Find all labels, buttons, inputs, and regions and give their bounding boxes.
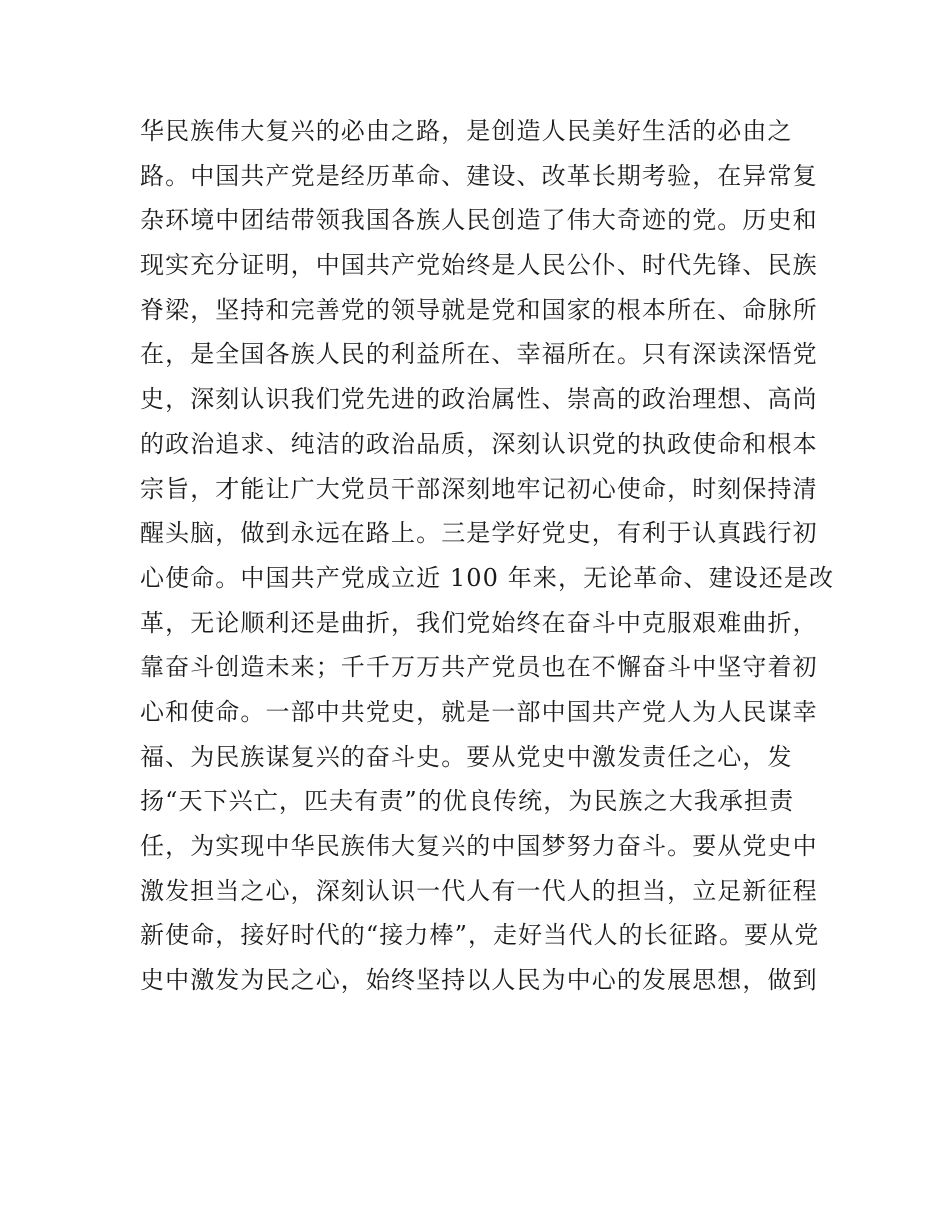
- text-line: 醒头脑，做到永远在路上。三是学好党史，有利于认真践行初: [140, 519, 818, 548]
- text-line: 现实充分证明，中国共产党始终是人民公仆、时代先锋、民族: [140, 251, 818, 280]
- text-line: 靠奋斗创造未来；千千万万共产党员也在不懈奋斗中坚守着初: [140, 653, 818, 682]
- text-line: 任，为实现中华民族伟大复兴的中国梦努力奋斗。要从党史中: [140, 832, 818, 860]
- text-line: 心和使命。一部中共党史，就是一部中国共产党人为人民谋幸: [140, 697, 818, 726]
- text-line: 华民族伟大复兴的必由之路，是创造人民美好生活的必由之: [140, 117, 793, 145]
- text-line: 新使命，接好时代的“接力棒”，走好当代人的长征路。要从党: [140, 921, 820, 950]
- text-line: 在，是全国各族人民的利益所在、幸福所在。只有深读深悟党: [140, 340, 818, 369]
- text-line: 路。中国共产党是经历革命、建设、改革长期考验，在异常复: [140, 161, 818, 190]
- text-line: 脊梁，坚持和完善党的领导就是党和国家的根本所在、命脉所: [140, 295, 818, 324]
- text-line: 革，无论顺利还是曲折，我们党始终在奋斗中克服艰难曲折，: [140, 608, 818, 637]
- text-line: 杂环境中团结带领我国各族人民创造了伟大奇迹的党。历史和: [140, 206, 818, 235]
- text-line: 史中激发为民之心，始终坚持以人民为中心的发展思想，做到: [140, 966, 818, 995]
- text-line: 福、为民族谋复兴的奋斗史。要从党史中激发责任之心，发: [140, 742, 793, 771]
- text-line: 的政治追求、纯洁的政治品质，深刻认识党的执政使命和根本: [140, 429, 818, 458]
- text-line: 史，深刻认识我们党先进的政治属性、崇高的政治理想、高尚: [140, 385, 818, 414]
- text-line: 宗旨，才能让广大党员干部深刻地牢记初心使命，时刻保持清: [140, 474, 818, 503]
- body-paragraph: [140, 109, 835, 1003]
- text-line: 扬“天下兴亡，匹夫有责”的优良传统，为民族之大我承担责: [140, 787, 795, 816]
- text-line: 心使命。中国共产党成立近 100 年来，无论革命、建设还是改: [140, 563, 835, 592]
- text-line: 激发担当之心，深刻认识一代人有一代人的担当，立足新征程: [140, 876, 818, 905]
